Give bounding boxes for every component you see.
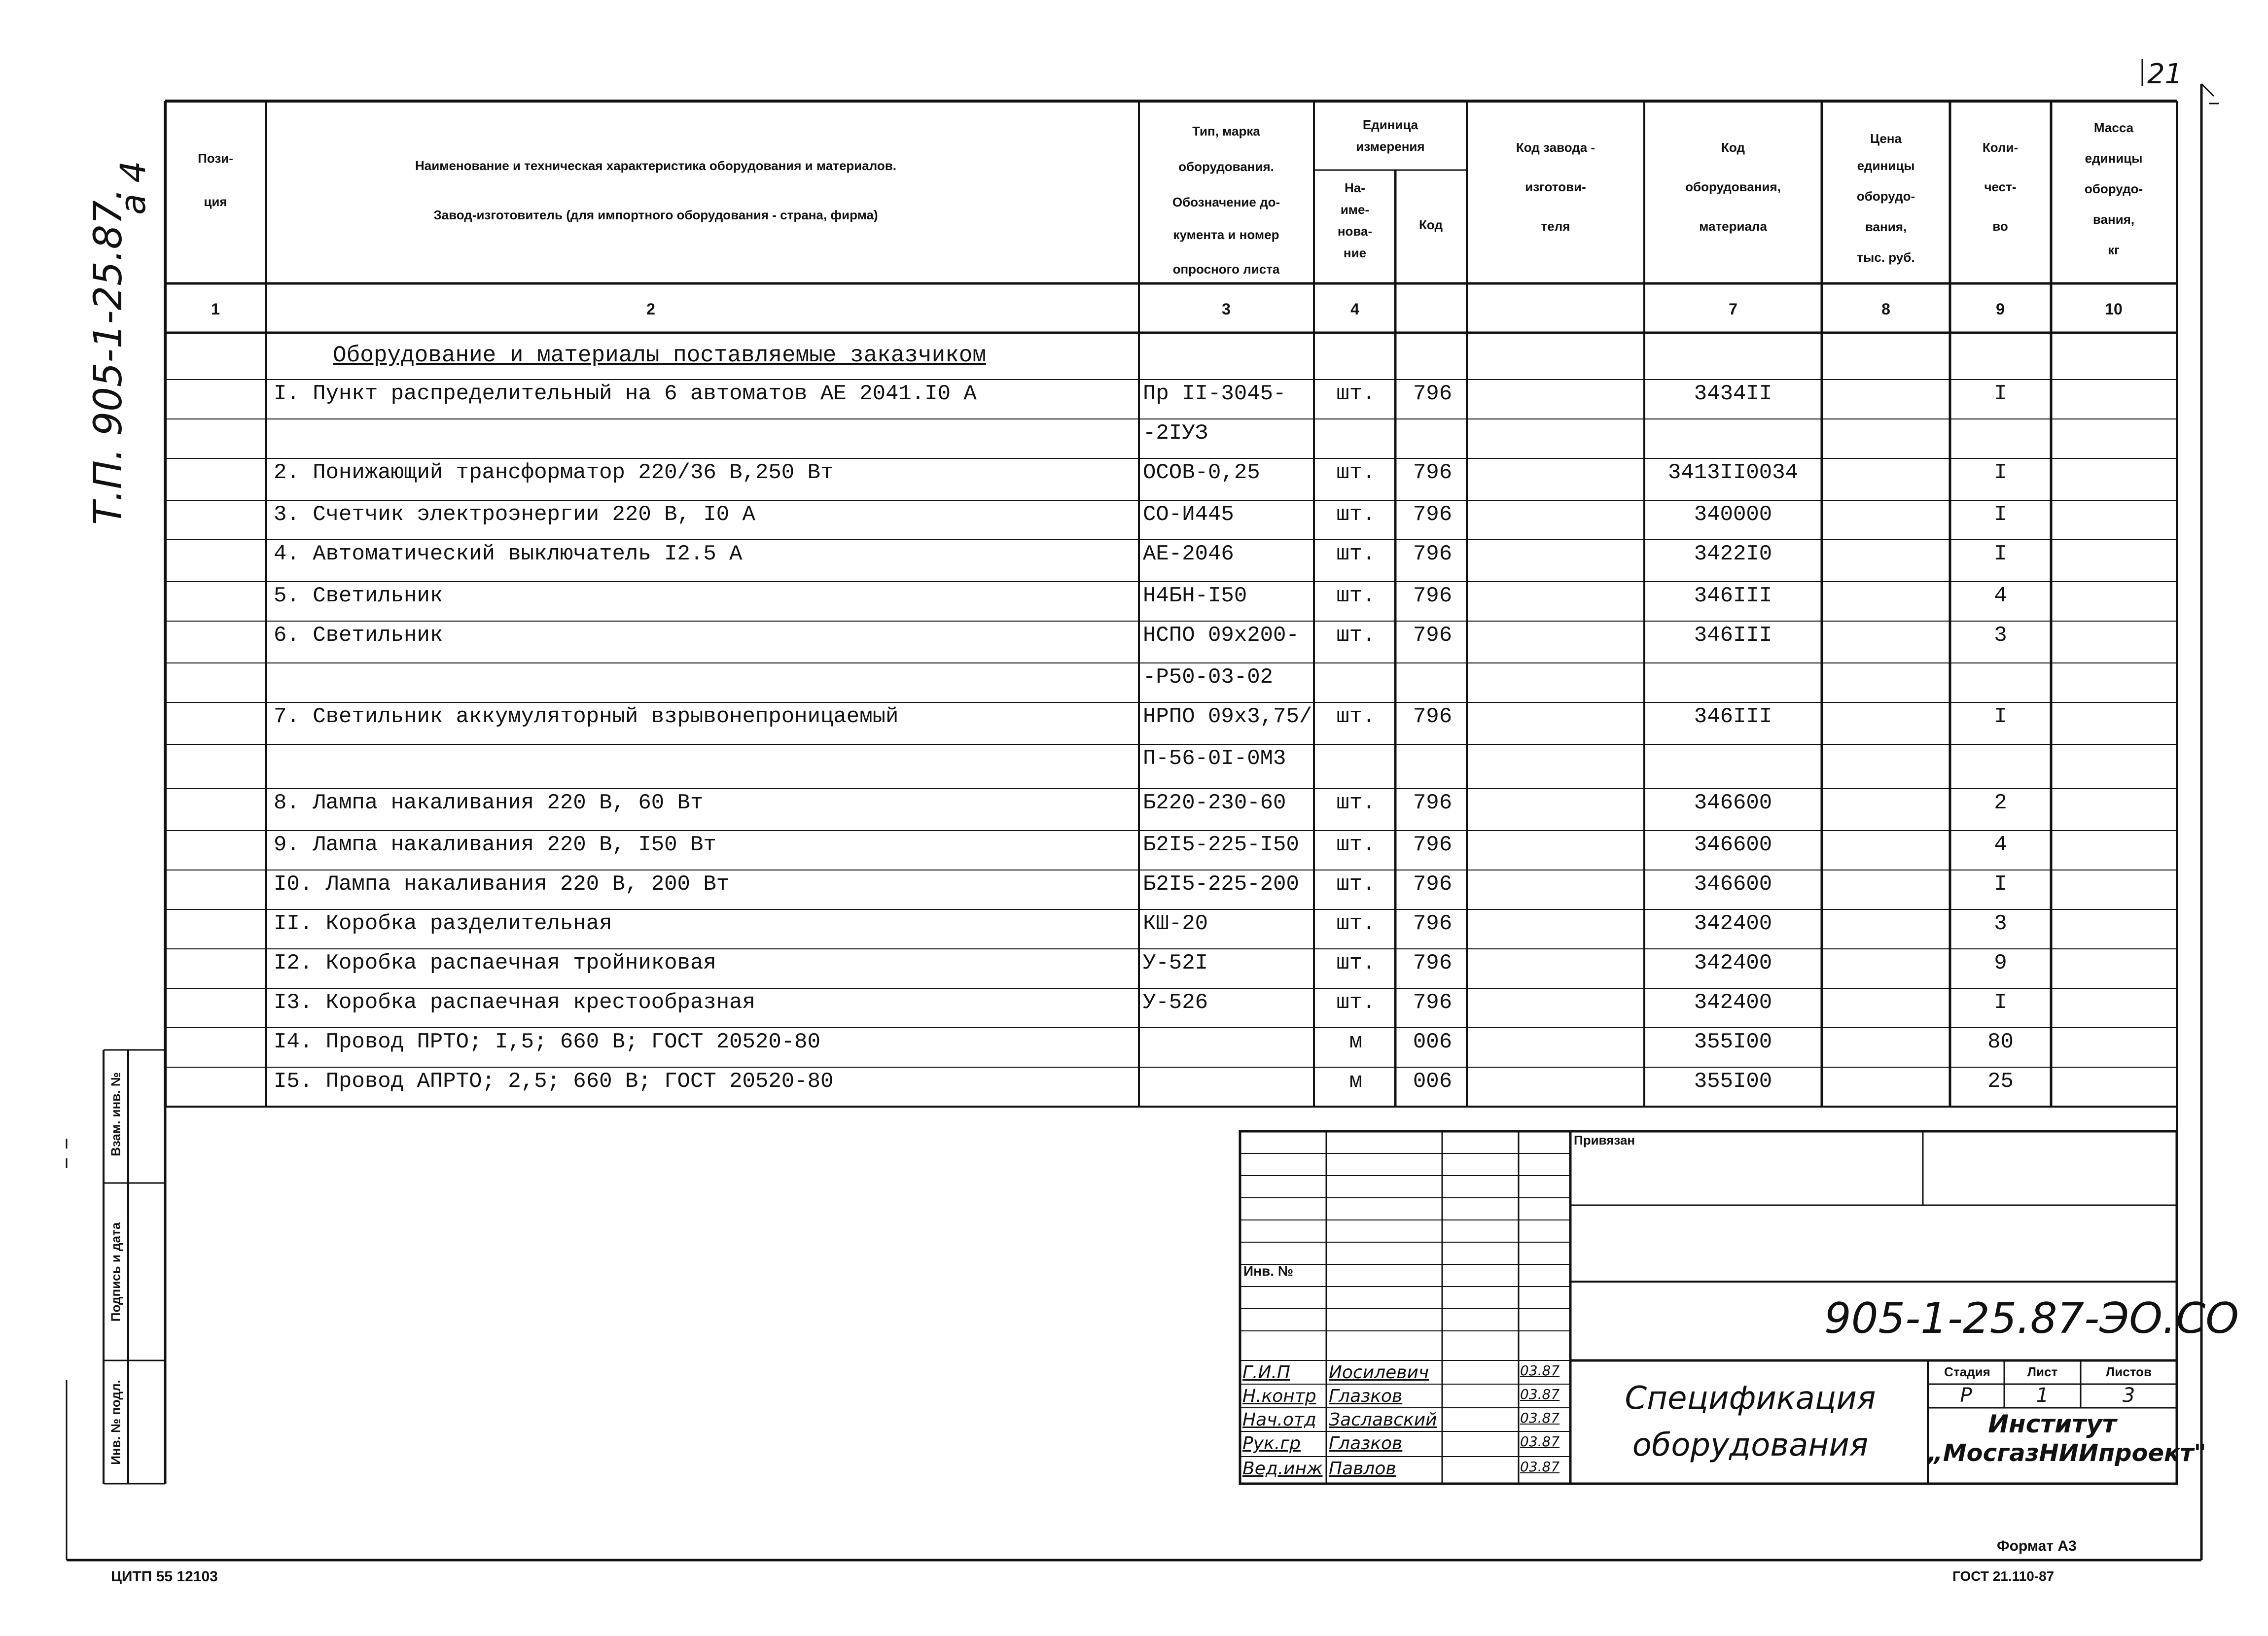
header-mass: Масса единицы оборудо-вания, кг xyxy=(2084,120,2143,257)
cell-equip-code: 3413II0034 xyxy=(1667,460,1799,485)
cell-unit: шт. xyxy=(1336,990,1376,1015)
col-number-4: 4 xyxy=(1350,300,1359,318)
cell-code: 796 xyxy=(1413,951,1453,975)
cell-equip-code: 355I00 xyxy=(1694,1069,1772,1094)
cell-qty: I xyxy=(1994,872,2007,897)
table-row xyxy=(0,700,2268,740)
cell-code: 006 xyxy=(1413,1030,1453,1054)
signer-name: Заславский xyxy=(1329,1410,1437,1430)
cell-equip-code: 346600 xyxy=(1694,833,1772,857)
cell-name: 6. Светильник xyxy=(274,623,443,648)
page-corner-number: 21 xyxy=(2147,58,2183,90)
col-number-3: 3 xyxy=(1222,300,1231,318)
col-number-10: 10 xyxy=(2105,300,2123,318)
cell-unit: шт. xyxy=(1336,791,1376,815)
cell-name: II. Коробка разделительная xyxy=(274,911,612,936)
stamp-box-inv: Инв. № подл. xyxy=(108,1380,123,1465)
cell-unit: м xyxy=(1349,1030,1363,1054)
cell-type: -Р50-03-02 xyxy=(1143,665,1274,690)
cell-type: -2IУЗ xyxy=(1143,421,1208,446)
cell-code: 796 xyxy=(1413,911,1453,936)
cell-name: I2. Коробка распаечная тройниковая xyxy=(274,951,716,975)
cell-type: АЕ-2046 xyxy=(1143,542,1234,566)
signer-role: Вед.инж xyxy=(1242,1459,1323,1479)
header-unit: Единица измерения xyxy=(1356,117,1425,154)
cell-name: 2. Понижающий трансформатор 220/36 В,250 Вт xyxy=(274,460,834,485)
cell-code: 796 xyxy=(1413,584,1453,608)
cell-type: НСПО 09х200- xyxy=(1143,623,1299,648)
cell-equip-code: 342400 xyxy=(1694,911,1772,936)
cell-name: I5. Провод АПРТО; 2,5; 660 В; ГОСТ 20520-80 xyxy=(274,1069,834,1094)
header-equip-code: Код оборудования, материала xyxy=(1685,140,1781,234)
cell-name: I4. Провод ПРТО; I,5; 660 В; ГОСТ 20520-80 xyxy=(274,1030,820,1054)
table-row xyxy=(0,868,2268,907)
signer-name: Глазков xyxy=(1329,1433,1403,1454)
cell-code: 006 xyxy=(1413,1069,1453,1094)
cell-qty: 2 xyxy=(1994,791,2007,815)
cell-code: 796 xyxy=(1413,542,1453,566)
stamp-box-vzam: Взам. инв. № xyxy=(108,1072,123,1156)
cell-qty: 80 xyxy=(1987,1030,2014,1054)
cell-type: КШ-20 xyxy=(1143,911,1208,936)
section-title: Оборудование и материалы поставляемые заказчиком xyxy=(333,343,987,368)
cell-code: 796 xyxy=(1413,623,1453,648)
cell-equip-code: 3434II xyxy=(1694,382,1772,406)
table-row xyxy=(0,619,2268,659)
cell-name: I. Пункт распределительный на 6 автоматов АЕ 2041.I0 А xyxy=(274,382,977,406)
cell-equip-code: 346III xyxy=(1694,584,1772,608)
cell-qty: 25 xyxy=(1987,1069,2014,1094)
signer-role: Н.контр xyxy=(1242,1386,1316,1406)
signer-name: Иосилевич xyxy=(1329,1362,1429,1383)
header-unit-name: На-име-нова-ние xyxy=(1337,180,1373,260)
cell-name: 9. Лампа накаливания 220 В, I50 Вт xyxy=(274,833,716,857)
cell-equip-code: 355I00 xyxy=(1694,1030,1772,1054)
table-row xyxy=(0,986,2268,1026)
document-code: 905-1-25.87-ЭО.СО xyxy=(1824,1294,2239,1343)
organization-line1: Институт xyxy=(1988,1410,2117,1438)
table-row xyxy=(0,787,2268,826)
cell-type: У-526 xyxy=(1143,990,1208,1015)
signer-date: 03.87 xyxy=(1520,1362,1560,1379)
signer-role: Г.И.П xyxy=(1242,1362,1290,1383)
cell-unit: шт. xyxy=(1336,542,1376,566)
sheet-label: Лист xyxy=(2027,1364,2058,1379)
signer-date: 03.87 xyxy=(1520,1386,1560,1402)
signer-name: Павлов xyxy=(1329,1459,1396,1479)
header-type: Тип, марка оборудования. Обозначение до-кумента и номер опросного листа xyxy=(1172,124,1280,277)
document-title-line1: Спецификация xyxy=(1625,1380,1876,1417)
cell-unit: шт. xyxy=(1336,623,1376,648)
header-price: Цена единицы оборудо-вания, тыс. руб. xyxy=(1856,131,1915,265)
cell-unit: шт. xyxy=(1336,951,1376,975)
cell-code: 796 xyxy=(1413,872,1453,897)
cell-equip-code: 346600 xyxy=(1694,872,1772,897)
cell-equip-code: 342400 xyxy=(1694,951,1772,975)
signer-name: Глазков xyxy=(1329,1386,1403,1406)
table-row xyxy=(0,378,2268,417)
cell-qty: 9 xyxy=(1994,951,2007,975)
cell-equip-code: 342400 xyxy=(1694,990,1772,1015)
cell-unit: шт. xyxy=(1336,460,1376,485)
cell-name: I0. Лампа накаливания 220 В, 200 Вт xyxy=(274,872,730,897)
cell-qty: I xyxy=(1994,990,2007,1015)
cell-type: Б220-230-60 xyxy=(1143,791,1286,815)
cell-code: 796 xyxy=(1413,502,1453,527)
privyazan-label: Привязан xyxy=(1574,1133,1635,1148)
cell-name: 3. Счетчик электроэнергии 220 В, I0 А xyxy=(274,502,755,527)
cell-code: 796 xyxy=(1413,791,1453,815)
cell-name: I3. Коробка распаечная крестообразная xyxy=(274,990,755,1015)
cell-unit: м xyxy=(1349,1069,1363,1094)
format-label: Формат А3 xyxy=(1997,1538,2077,1554)
cell-qty: I xyxy=(1994,382,2007,406)
cell-type: У-52I xyxy=(1143,951,1208,975)
sheets-value: 3 xyxy=(2122,1384,2135,1407)
cell-code: 796 xyxy=(1413,382,1453,406)
table-row xyxy=(0,580,2268,619)
header-name: Наименование и техническая характеристика оборудования и материалов. Завод-изготовитель (для импортного оборудования - страна, фирма) xyxy=(415,158,897,222)
cell-equip-code: 346600 xyxy=(1694,791,1772,815)
cell-type: П-56-0I-0М3 xyxy=(1143,746,1286,771)
header-qty: Коли-чест-во xyxy=(1982,140,2019,234)
table-row xyxy=(0,538,2268,577)
cell-qty: I xyxy=(1994,502,2007,527)
col-number-9: 9 xyxy=(1996,300,2005,318)
cell-qty: I xyxy=(1994,460,2007,485)
stamp-box-signature: Подпись и дата xyxy=(108,1222,123,1322)
cell-unit: шт. xyxy=(1336,911,1376,936)
table-row xyxy=(0,417,2268,456)
cell-type: Пр II-3045- xyxy=(1143,382,1286,406)
cell-name: 8. Лампа накаливания 220 В, 60 Вт xyxy=(274,791,704,815)
cell-unit: шт. xyxy=(1336,584,1376,608)
table-row xyxy=(0,907,2268,947)
col-number-1: 1 xyxy=(211,300,220,318)
cell-qty: 3 xyxy=(1994,911,2007,936)
cell-unit: шт. xyxy=(1336,833,1376,857)
cell-code: 796 xyxy=(1413,704,1453,729)
doc-side-label: Т.П. 905-1-25.87. xyxy=(86,188,131,525)
cell-type: ОСОВ-0,25 xyxy=(1143,460,1260,485)
header-position: Пози-ция xyxy=(198,151,233,209)
signer-date: 03.87 xyxy=(1520,1433,1560,1450)
header-unit-code: Код xyxy=(1419,217,1443,232)
cell-code: 796 xyxy=(1413,833,1453,857)
cell-type: НРПО 09х3,75/ xyxy=(1143,704,1312,729)
organization-line2: „МосгазНИИпроект" xyxy=(1928,1439,2206,1467)
stage-label: Стадия xyxy=(1944,1364,1990,1379)
stage-value: Р xyxy=(1960,1384,1972,1407)
cell-unit: шт. xyxy=(1336,382,1376,406)
header-plant-code: Код завода -изготови-теля xyxy=(1516,140,1595,234)
table-row xyxy=(0,947,2268,986)
col-number-8: 8 xyxy=(1881,300,1890,318)
gost-reference: ГОСТ 21.110-87 xyxy=(1952,1568,2055,1584)
signer-role: Нач.отд xyxy=(1242,1410,1316,1430)
cell-unit: шт. xyxy=(1336,502,1376,527)
document-title-line2: оборудования xyxy=(1632,1427,1869,1463)
cell-equip-code: 340000 xyxy=(1694,502,1772,527)
cell-code: 796 xyxy=(1413,460,1453,485)
cell-qty: I xyxy=(1994,704,2007,729)
registry-number: ЦИТП 55 12103 xyxy=(111,1568,218,1585)
signer-date: 03.87 xyxy=(1520,1459,1560,1475)
table-row xyxy=(0,829,2268,868)
signer-date: 03.87 xyxy=(1520,1410,1560,1426)
inv-no-label: Инв. № xyxy=(1243,1263,1294,1279)
cell-name: 4. Автоматический выключатель I2.5 А xyxy=(274,542,743,566)
cell-name: 7. Светильник аккумуляторный взрывонепроницаемый xyxy=(274,704,899,729)
cell-qty: 4 xyxy=(1994,833,2007,857)
table-row xyxy=(0,498,2268,538)
sheets-label: Листов xyxy=(2106,1364,2152,1379)
cell-qty: 4 xyxy=(1994,584,2007,608)
table-row xyxy=(0,742,2268,782)
table-row xyxy=(0,1065,2268,1105)
cell-type: Б2I5-225-200 xyxy=(1143,872,1299,897)
col-number-7: 7 xyxy=(1729,300,1737,318)
cell-equip-code: 346III xyxy=(1694,623,1772,648)
cell-equip-code: 3422I0 xyxy=(1694,542,1772,566)
cell-type: Н4БН-I50 xyxy=(1143,584,1247,608)
table-row xyxy=(0,661,2268,700)
sheet-side-label: а 4 xyxy=(113,161,153,215)
cell-type: Б2I5-225-I50 xyxy=(1143,833,1299,857)
cell-type: СО-И445 xyxy=(1143,502,1234,527)
cell-unit: шт. xyxy=(1336,872,1376,897)
cell-qty: I xyxy=(1994,542,2007,566)
cell-unit: шт. xyxy=(1336,704,1376,729)
sheet-value: 1 xyxy=(2036,1384,2049,1407)
cell-name: 5. Светильник xyxy=(274,584,443,608)
table-row xyxy=(0,456,2268,496)
cell-code: 796 xyxy=(1413,990,1453,1015)
table-row xyxy=(0,1026,2268,1065)
cell-qty: 3 xyxy=(1994,623,2007,648)
col-number-2: 2 xyxy=(646,300,655,318)
signer-role: Рук.гр xyxy=(1242,1433,1301,1454)
cell-equip-code: 346III xyxy=(1694,704,1772,729)
